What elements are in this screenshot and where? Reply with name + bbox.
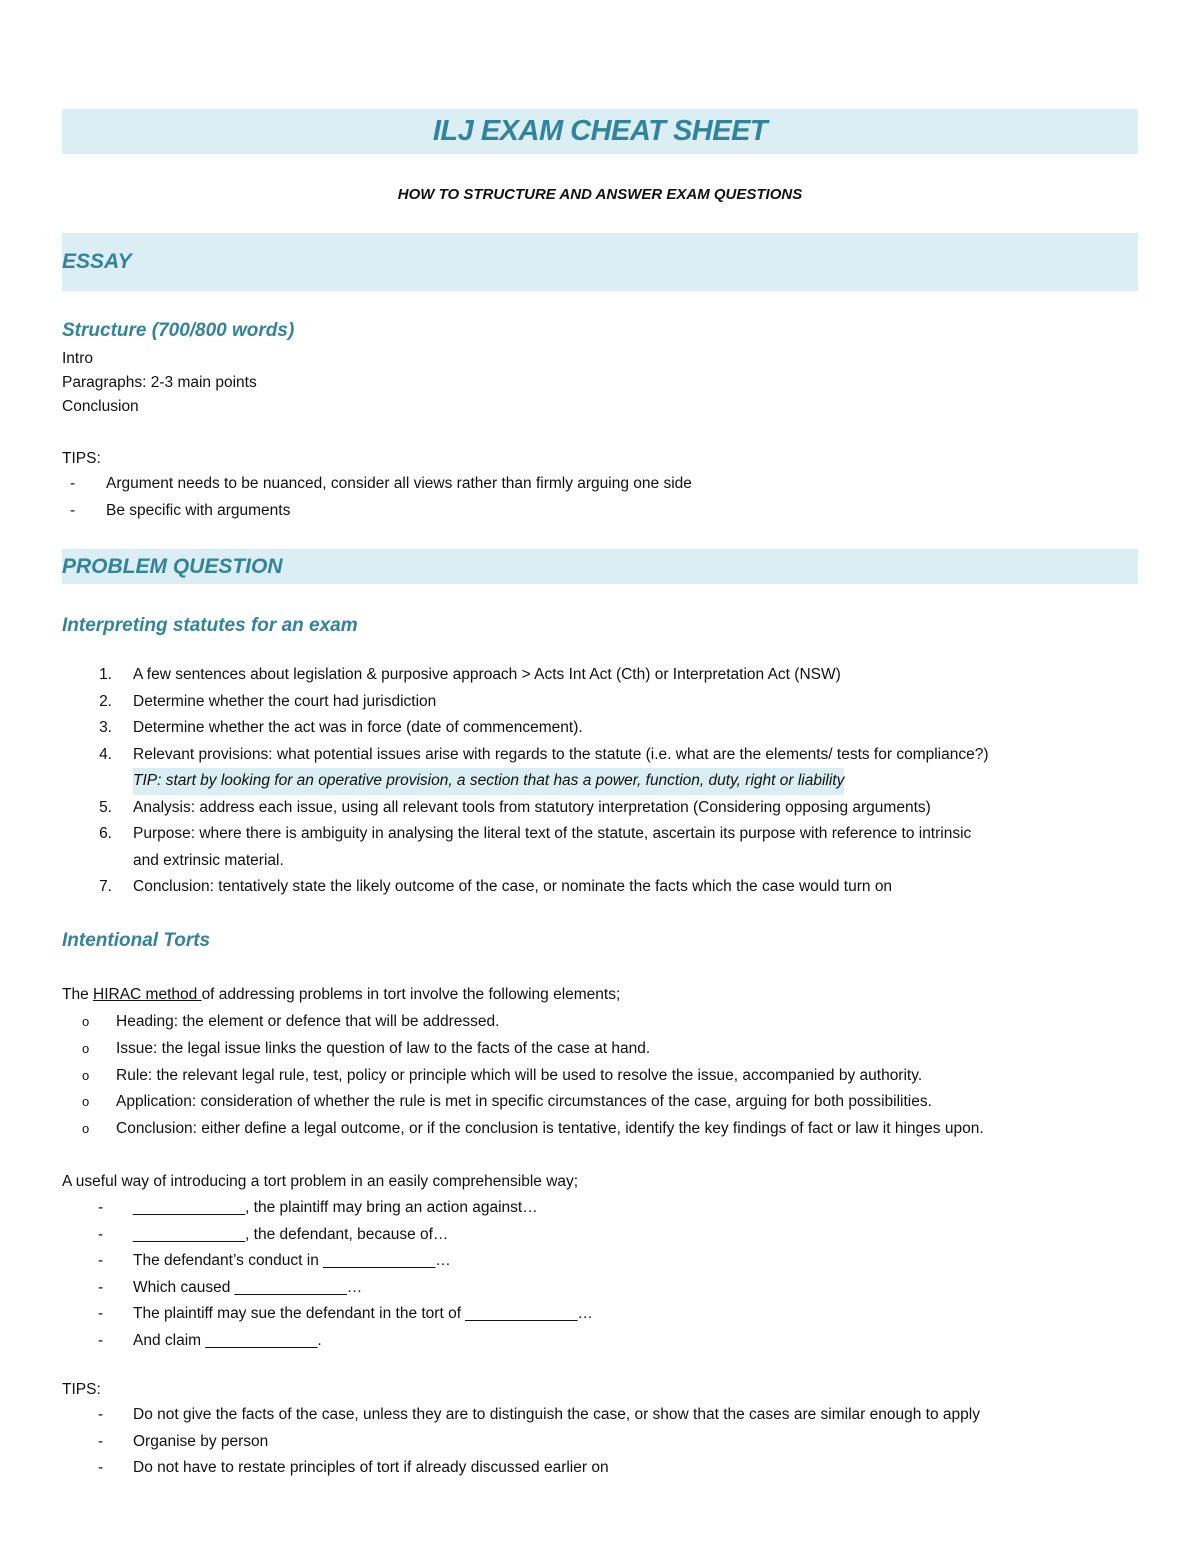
useful-intro: A useful way of introducing a tort problem in an easily comprehensible way; — [62, 1173, 579, 1190]
dash-marker: - — [70, 501, 76, 519]
list-item — [62, 1116, 1138, 1143]
dash-marker: - — [98, 1225, 104, 1243]
template-line-text: _____________, the defendant, because of… — [133, 1225, 449, 1243]
hirac-intro-post: of addressing problems in tort involve the following elements; — [201, 986, 621, 1003]
circle-bullet-icon: o — [82, 1094, 90, 1110]
template-line-text: _____________, the plaintiff may bring an action against… — [133, 1199, 538, 1216]
list-item — [62, 715, 1138, 742]
torts-subheading-wrap — [62, 930, 210, 952]
essay-tips — [62, 447, 1138, 524]
torts-tips-label: TIPS: — [62, 1381, 101, 1398]
dash-marker: - — [98, 1278, 104, 1296]
dash-marker: - — [98, 1432, 104, 1450]
essay-tip-text: Argument needs to be nuanced, consider all views rather than firmly arguing one side — [106, 475, 692, 492]
dash-marker: - — [98, 1252, 104, 1269]
hirac-item-text: Conclusion: either define a legal outcome, or if the conclusion is tentative, identify the key findings of fact or law it hinges upon. — [116, 1120, 984, 1138]
torts-heading: Intentional Torts — [62, 930, 211, 951]
essay-tips-label: TIPS: — [62, 450, 101, 467]
circle-bullet-icon: o — [82, 1121, 90, 1137]
essay-structure-heading: Structure (700/800 words) — [62, 320, 295, 341]
structure-line: Conclusion — [62, 398, 139, 415]
list-item — [62, 1063, 1138, 1090]
torts-tip-text: Do not give the facts of the case, unless they are to distinguish the case, or show that the cases are similar enough to apply — [133, 1406, 980, 1423]
hirac-list — [62, 1009, 1138, 1143]
torts-tip-text: Do not have to restate principles of tort if already discussed earlier on — [133, 1459, 609, 1476]
list-item — [62, 1301, 1138, 1328]
list-item — [62, 1402, 1138, 1429]
dash-marker: - — [98, 1305, 104, 1322]
list-item — [62, 1328, 1138, 1355]
list-item — [62, 1429, 1138, 1456]
structure-line: Intro — [62, 350, 94, 367]
hirac-item-text: Issue: the legal issue links the question of law to the facts of the case at hand. — [116, 1039, 651, 1057]
list-item — [62, 1009, 1138, 1036]
statutes-subheading-wrap — [62, 615, 358, 637]
step-number: 4. — [99, 745, 112, 763]
list-item — [62, 1089, 1138, 1116]
list-item — [62, 821, 1138, 848]
list-item — [62, 1248, 1138, 1275]
list-item — [62, 1036, 1138, 1063]
statutes-heading: Interpreting statutes for an exam — [62, 615, 358, 636]
step-text: Determine whether the act was in force (date of commencement). — [133, 719, 583, 736]
list-item — [62, 795, 1138, 822]
list-item — [62, 1195, 1138, 1222]
step-text: Conclusion: tentatively state the likely outcome of the case, or nominate the facts which the case would turn on — [133, 878, 893, 895]
step-number: 1. — [99, 666, 112, 683]
step-number: 7. — [99, 878, 112, 895]
dash-marker: - — [98, 1331, 104, 1349]
step-text: Analysis: address each issue, using all relevant tools from statutory interpretation (Considering opposing arguments) — [133, 798, 931, 816]
list-item — [62, 471, 1138, 498]
template-line-text: And claim _____________. — [133, 1331, 322, 1349]
list-item — [62, 498, 1138, 525]
list-item — [62, 742, 1138, 769]
statutes-steps-list — [62, 662, 1138, 901]
step-number: 2. — [99, 692, 112, 710]
template-line-text: Which caused _____________… — [133, 1278, 363, 1296]
title-band — [62, 109, 1138, 154]
list-item — [62, 689, 1138, 716]
list-item — [62, 874, 1138, 901]
list-item — [62, 662, 1138, 689]
list-item — [62, 848, 1138, 875]
step-text: A few sentences about legislation & purposive approach > Acts Int Act (Cth) or Interpretation Act (NSW) — [133, 666, 841, 683]
step-number: 6. — [99, 825, 112, 842]
template-lines-list — [62, 1195, 1138, 1354]
step-number: 5. — [99, 798, 112, 816]
dash-marker: - — [98, 1406, 104, 1423]
hirac-item-text: Heading: the element or defence that will be addressed. — [116, 1013, 500, 1030]
template-line-text: The defendant’s conduct in _____________… — [133, 1252, 451, 1269]
step-text: Determine whether the court had jurisdiction — [133, 692, 437, 710]
list-item — [62, 1455, 1138, 1482]
document-subtitle: HOW TO STRUCTURE AND ANSWER EXAM QUESTIONS — [397, 186, 803, 203]
hirac-intro — [62, 983, 1138, 1007]
problem-section-band — [62, 549, 1138, 584]
statute-tip-highlight: TIP: start by looking for an operative provision, a section that has a power, function, duty, right or liability — [133, 768, 844, 795]
torts-tip-text: Organise by person — [133, 1432, 269, 1450]
torts-tips — [62, 1378, 1138, 1482]
dash-marker: - — [98, 1459, 104, 1476]
dash-marker: - — [98, 1199, 104, 1216]
step-text: Relevant provisions: what potential issues arise with regards to the statute (i.e. what are the elements/ tests for compliance?) — [133, 745, 989, 763]
essay-section-band — [62, 233, 1138, 291]
essay-structure-subheading-wrap — [62, 320, 294, 342]
hirac-item-text: Application: consideration of whether the rule is met in specific circumstances of the case, arguing for both possibilities. — [116, 1093, 932, 1111]
hirac-method-underlined: HIRAC method — [93, 986, 202, 1003]
essay-heading: ESSAY — [62, 250, 132, 273]
essay-structure-list — [62, 347, 1138, 419]
step-number: 3. — [99, 719, 112, 736]
structure-line: Paragraphs: 2-3 main points — [62, 374, 257, 391]
essay-tip-text: Be specific with arguments — [106, 501, 291, 519]
dash-marker: - — [70, 475, 76, 492]
step-text: and extrinsic material. — [133, 851, 284, 869]
hirac-intro-pre: The — [62, 986, 94, 1003]
document-title: ILJ EXAM CHEAT SHEET — [432, 115, 768, 147]
step-text: Purpose: where there is ambiguity in analysing the literal text of the statute, ascertain its purpose with reference to intrinsic — [133, 825, 972, 842]
circle-bullet-icon: o — [82, 1067, 90, 1083]
problem-heading: PROBLEM QUESTION — [62, 554, 283, 578]
circle-bullet-icon: o — [82, 1014, 90, 1029]
circle-bullet-icon: o — [82, 1040, 90, 1056]
hirac-item-text: Rule: the relevant legal rule, test, policy or principle which will be used to resolve the issue, accompanied by authority. — [116, 1066, 923, 1084]
template-line-text: The plaintiff may sue the defendant in the tort of _____________… — [133, 1305, 593, 1322]
list-item — [62, 768, 1138, 795]
list-item — [62, 1222, 1138, 1249]
list-item — [62, 1275, 1138, 1302]
